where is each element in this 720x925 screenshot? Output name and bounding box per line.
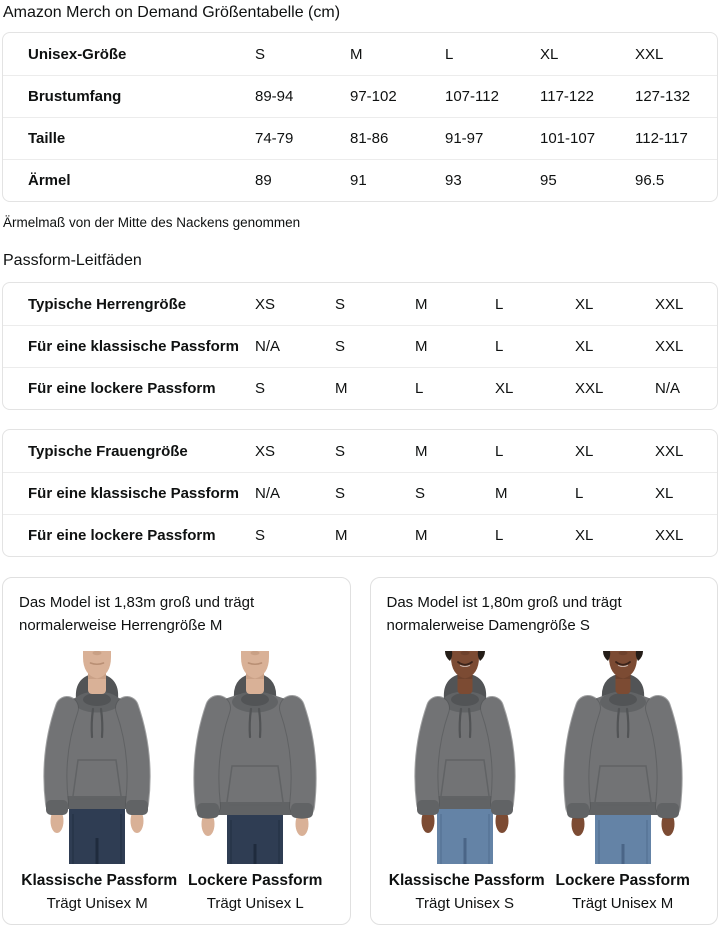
size-cell: S xyxy=(335,485,346,503)
mens-fit-table xyxy=(2,282,718,410)
table-row xyxy=(3,430,717,472)
size-cell: 91-97 xyxy=(445,130,484,148)
size-cell: 81-86 xyxy=(350,130,389,148)
worn-size-label: Trägt Unisex M xyxy=(46,894,148,912)
size-cell: XXL xyxy=(655,338,684,356)
row-label: Für eine klassische Passform xyxy=(28,485,239,503)
row-label: Für eine lockere Passform xyxy=(28,380,216,398)
size-cell: 93 xyxy=(445,172,462,190)
model-description: Das Model ist 1,83m groß und trägt normalerweise Herrengröße M xyxy=(19,594,255,635)
size-cell: 89-94 xyxy=(255,88,294,106)
table-row xyxy=(3,514,717,556)
size-cell: XXL xyxy=(655,527,684,545)
size-cell: M xyxy=(415,295,428,313)
size-cell: XS xyxy=(255,295,276,313)
size-cell: M xyxy=(415,338,428,356)
table-row xyxy=(3,159,717,201)
worn-size-label: Trägt Unisex M xyxy=(572,894,674,912)
table-row xyxy=(3,75,717,117)
row-label: Typische Frauengröße xyxy=(28,442,188,460)
row-label: Brustumfang xyxy=(28,88,122,106)
size-cell: XL xyxy=(495,380,514,398)
size-cell: XL xyxy=(575,527,594,545)
size-cell: L xyxy=(495,527,504,545)
page-title: Amazon Merch on Demand Größentabelle (cm) xyxy=(3,4,341,21)
size-cell: 127-132 xyxy=(635,88,691,106)
womens-fit-table xyxy=(2,429,718,557)
model-description: Das Model ist 1,80m groß und trägt normalerweise Damengröße S xyxy=(386,594,622,635)
size-cell: XS xyxy=(255,442,276,460)
size-cell: XXL xyxy=(575,380,604,398)
fit-label: Klassische Passform xyxy=(21,871,178,889)
model-photo-womens-loose xyxy=(548,651,698,864)
table-row xyxy=(3,367,717,409)
fit-label: Lockere Passform xyxy=(555,871,690,889)
size-cell: 117-122 xyxy=(540,88,594,106)
model-photo-mens-classic xyxy=(22,651,172,864)
size-cell: XXL xyxy=(655,442,684,460)
size-cell: XL xyxy=(540,45,559,63)
mens-model-card xyxy=(2,577,351,925)
size-cell: 112-117 xyxy=(635,130,688,148)
size-cell: M xyxy=(350,45,363,63)
size-cell: L xyxy=(415,380,424,398)
size-cell: XL xyxy=(575,338,594,356)
row-label: Ärmel xyxy=(28,172,71,190)
row-label: Für eine lockere Passform xyxy=(28,527,216,545)
size-cell: 107-112 xyxy=(445,88,499,106)
size-cell: S xyxy=(255,45,266,63)
size-cell: L xyxy=(495,338,504,356)
table-row xyxy=(3,325,717,367)
fit-guides-title: Passform-Leitfäden xyxy=(3,252,142,270)
womens-model-card xyxy=(370,577,719,925)
size-cell: 74-79 xyxy=(255,130,294,148)
row-label: Typische Herrengröße xyxy=(28,295,187,313)
size-cell: S xyxy=(335,442,346,460)
figures-row xyxy=(18,651,335,912)
model-photo-womens-classic xyxy=(390,651,540,864)
worn-size-label: Trägt Unisex L xyxy=(206,894,304,912)
row-label: Für eine klassische Passform xyxy=(28,338,239,356)
size-table xyxy=(2,32,718,202)
fit-label: Lockere Passform xyxy=(188,871,323,889)
size-cell: L xyxy=(445,45,454,63)
size-cell: M xyxy=(335,527,348,545)
size-cell: M xyxy=(335,380,348,398)
size-cell: 95 xyxy=(540,172,557,190)
model-figure xyxy=(21,651,178,912)
table-row xyxy=(3,472,717,514)
size-cell: L xyxy=(575,485,584,503)
model-figure xyxy=(547,651,699,912)
size-cell: M xyxy=(415,442,428,460)
figures-row xyxy=(386,651,703,912)
size-cell: N/A xyxy=(255,485,281,503)
size-cell: N/A xyxy=(655,380,681,398)
size-cell: S xyxy=(255,380,266,398)
size-cell: XXL xyxy=(635,45,664,63)
table-row xyxy=(3,33,717,75)
sleeve-measure-note: Ärmelmaß von der Mitte des Nackens genommen xyxy=(3,215,301,231)
size-cell: S xyxy=(255,527,266,545)
size-cell: 101-107 xyxy=(540,130,596,148)
size-cell: M xyxy=(415,527,428,545)
row-label: Unisex-Größe xyxy=(28,45,127,63)
size-cell: 97-102 xyxy=(350,88,397,106)
size-cell: 96.5 xyxy=(635,172,665,190)
model-photo-mens-loose xyxy=(180,651,330,864)
size-cell: 89 xyxy=(255,172,272,190)
model-cards xyxy=(2,577,718,925)
table-row xyxy=(3,283,717,325)
table-row xyxy=(3,117,717,159)
row-label: Taille xyxy=(28,130,66,148)
size-cell: XL xyxy=(655,485,674,503)
model-figure xyxy=(179,651,331,912)
size-cell: L xyxy=(495,442,504,460)
size-cell: XL xyxy=(575,442,594,460)
fit-label: Klassische Passform xyxy=(388,871,545,889)
size-cell: N/A xyxy=(255,338,281,356)
size-cell: M xyxy=(495,485,508,503)
size-cell: XXL xyxy=(655,295,684,313)
worn-size-label: Trägt Unisex S xyxy=(415,894,515,912)
size-cell: S xyxy=(335,295,346,313)
size-cell: 91 xyxy=(350,172,367,190)
size-cell: XL xyxy=(575,295,594,313)
size-cell: L xyxy=(495,295,504,313)
size-cell: S xyxy=(335,338,346,356)
model-figure xyxy=(388,651,545,912)
size-cell: S xyxy=(415,485,426,503)
